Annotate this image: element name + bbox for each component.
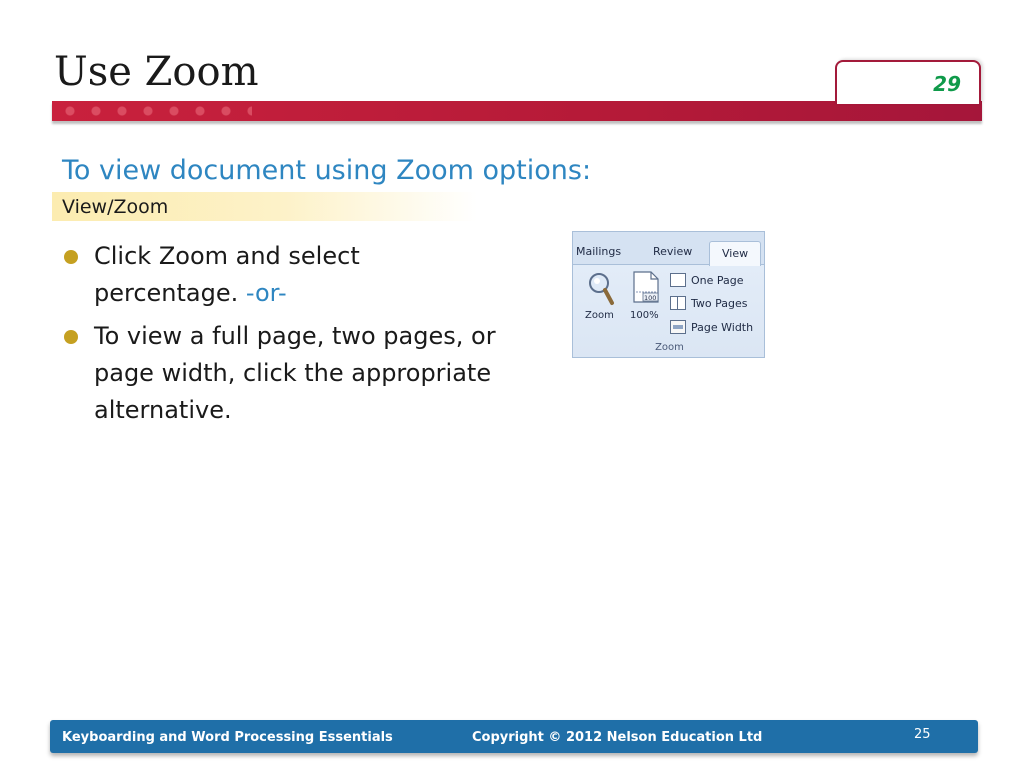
bullet-item: [62, 318, 502, 429]
hundred-percent-button-label[interactable]: 100%: [630, 310, 659, 321]
slide-subtitle: To view document using Zoom options:: [62, 155, 592, 186]
tab-review[interactable]: Review: [653, 245, 693, 258]
bullet-list: [62, 238, 502, 435]
zoom-magnifier-icon[interactable]: [587, 271, 615, 307]
section-number-tab: [835, 60, 981, 104]
menu-path-band: [52, 192, 477, 221]
hundred-icon-text: 100: [644, 294, 657, 302]
one-page-button[interactable]: [670, 271, 744, 289]
tab-view-label: View: [722, 247, 749, 260]
bullet-or-text: -or-: [245, 279, 287, 307]
one-page-icon: [670, 273, 686, 287]
decorative-dots: [62, 104, 252, 118]
slide-title: Use Zoom: [54, 49, 259, 95]
bullet-text: Click Zoom and select percentage.: [94, 242, 360, 307]
section-number: 29: [933, 72, 961, 96]
page-width-icon: [670, 320, 686, 334]
page-width-button[interactable]: [670, 318, 753, 336]
two-pages-icon: [670, 296, 686, 310]
footer-copyright: Copyright © 2012 Nelson Education Ltd: [472, 730, 763, 745]
tab-mailings[interactable]: Mailings: [576, 245, 622, 258]
ribbon-tab-strip: [573, 232, 765, 265]
ribbon-group-label: Zoom: [655, 342, 684, 353]
bullet-item: [62, 238, 502, 312]
page-width-label: Page Width: [691, 320, 754, 334]
footer-page-number: 25: [914, 727, 931, 742]
title-divider-bar: [52, 101, 982, 121]
slide-footer: [50, 720, 978, 753]
two-pages-label: Two Pages: [691, 296, 748, 310]
zoom-button-label[interactable]: Zoom: [585, 310, 614, 321]
two-pages-button[interactable]: [670, 294, 747, 312]
bullet-text: To view a full page, two pages, or page width, click the appropriate alternative.: [94, 322, 496, 424]
one-page-label: One Page: [691, 273, 744, 287]
hundred-percent-page-icon[interactable]: [631, 270, 661, 306]
menu-path: View/Zoom: [62, 196, 169, 218]
tab-view[interactable]: [709, 241, 761, 266]
footer-course-title: Keyboarding and Word Processing Essentials: [62, 730, 393, 745]
zoom-ribbon-screenshot: [572, 231, 765, 358]
